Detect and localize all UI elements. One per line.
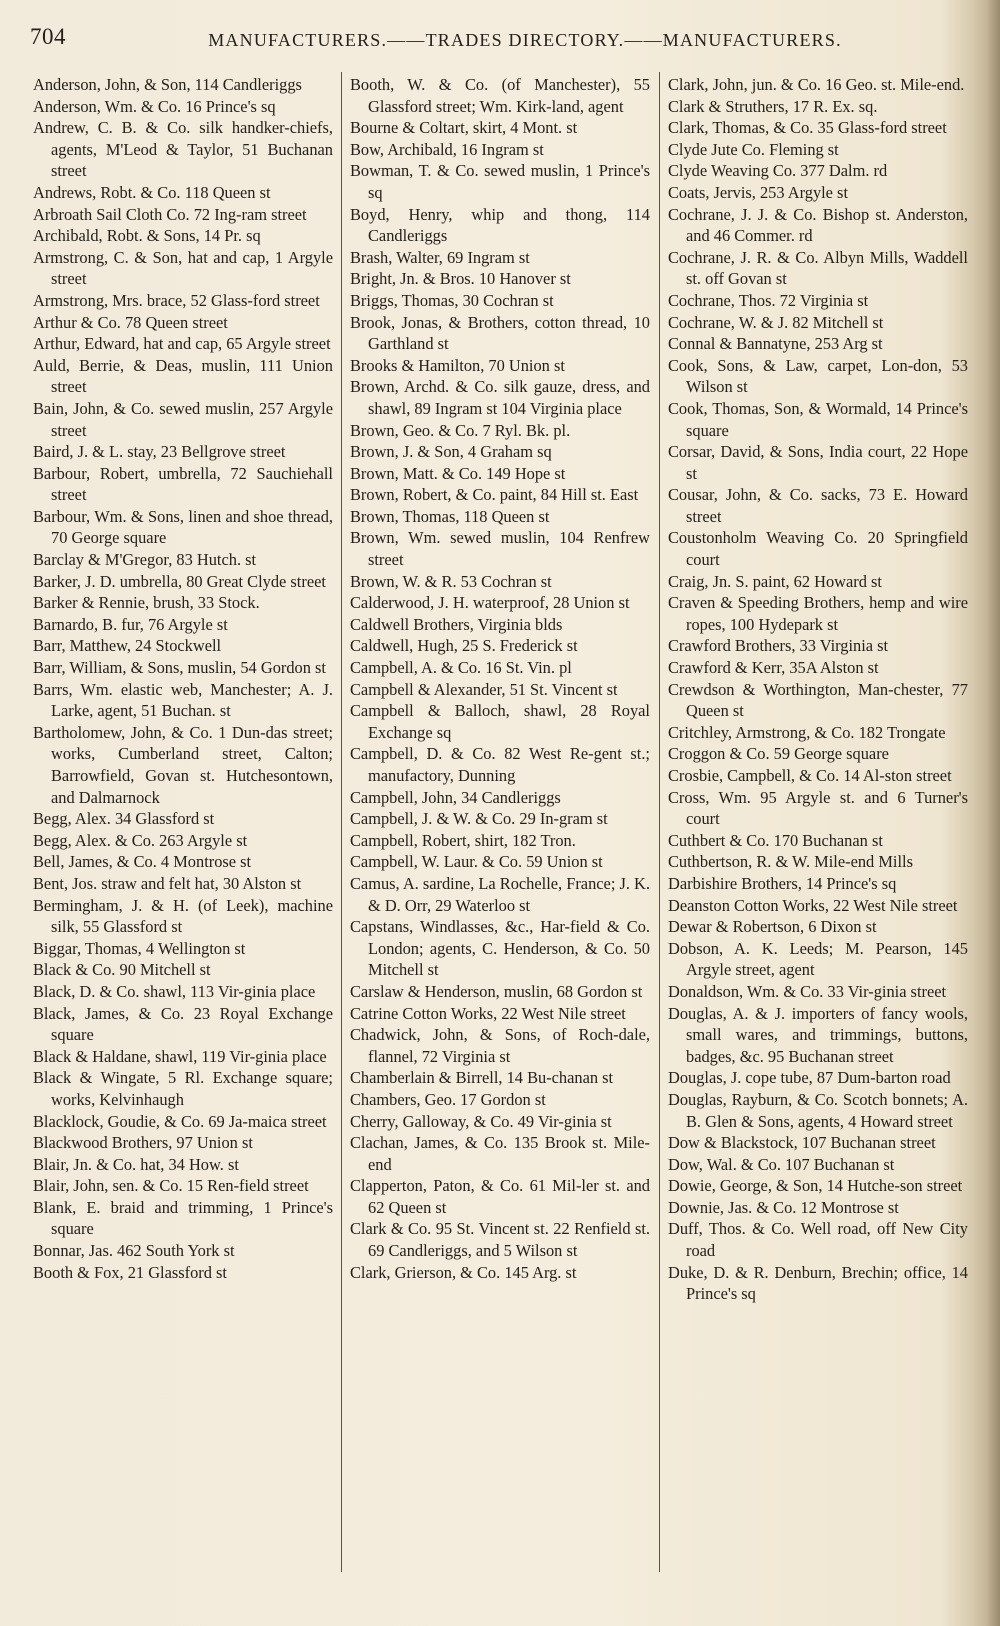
directory-entry: Campbell & Balloch, shawl, 28 Royal Exchange sq	[350, 701, 650, 742]
directory-entry: Caldwell, Hugh, 25 S. Frederick st	[350, 636, 578, 656]
directory-entry: Douglas, Rayburn, & Co. Scotch bonnets; A. B. Glen & Sons, agents, 4 Howard street	[668, 1089, 968, 1131]
directory-entry: Darbishire Brothers, 14 Prince's sq	[668, 873, 897, 893]
directory-entry: Chadwick, John, & Sons, of Roch-dale, flannel, 72 Virginia st	[350, 1025, 650, 1066]
directory-entry: Craig, Jn. S. paint, 62 Howard st	[668, 571, 882, 591]
directory-entry: Brook, Jonas, & Brothers, cotton thread, 10 Garthland st	[350, 312, 650, 354]
directory-entry: Clark, Thomas, & Co. 35 Glass-ford street	[668, 118, 947, 138]
directory-entry: Connal & Bannatyne, 253 Arg st	[668, 334, 883, 354]
directory-entry: Arthur, Edward, hat and cap, 65 Argyle street	[33, 334, 331, 354]
directory-entry: Clyde Weaving Co. 377 Dalm. rd	[668, 161, 888, 181]
directory-entry: Dewar & Robertson, 6 Dixon st	[668, 917, 877, 937]
directory-entry: Bowman, T. & Co. sewed muslin, 1 Prince's sq	[350, 161, 650, 202]
directory-entry: Barker & Rennie, brush, 33 Stock.	[33, 593, 260, 613]
directory-entry: Cochrane, J. J. & Co. Bishop st. Anderston, and 46 Commer. rd	[668, 204, 968, 246]
directory-entry: Crawford Brothers, 33 Virginia st	[668, 636, 889, 656]
directory-entry: Arbroath Sail Cloth Co. 72 Ing-ram street	[33, 204, 307, 224]
directory-entry: Dobson, A. K. Leeds; M. Pearson, 145 Argyle street, agent	[668, 938, 968, 980]
directory-entry: Bell, James, & Co. 4 Montrose st	[33, 852, 252, 872]
directory-entry: Armstrong, Mrs. brace, 52 Glass-ford street	[33, 290, 320, 310]
directory-entry: Auld, Berrie, & Deas, muslin, 111 Union street	[33, 355, 333, 397]
directory-entry: Begg, Alex. & Co. 263 Argyle st	[33, 830, 248, 850]
directory-entry: Andrew, C. B. & Co. silk handker-chiefs, agents, M'Leod & Taylor, 51 Buchanan street	[33, 118, 333, 181]
directory-entry: Blair, John, sen. & Co. 15 Ren-field street	[33, 1176, 309, 1196]
directory-entry: Archibald, Robt. & Sons, 14 Pr. sq	[33, 226, 261, 246]
directory-entry: Chamberlain & Birrell, 14 Bu-chanan st	[350, 1068, 614, 1088]
directory-entry: Downie, Jas. & Co. 12 Montrose st	[668, 1197, 899, 1217]
directory-entry: Brooks & Hamilton, 70 Union st	[350, 355, 565, 375]
directory-entry: Cherry, Galloway, & Co. 49 Vir-ginia st	[350, 1111, 612, 1131]
directory-entry: Barclay & M'Gregor, 83 Hutch. st	[33, 550, 257, 570]
directory-entry: Cross, Wm. 95 Argyle st. and 6 Turner's court	[668, 787, 968, 829]
directory-entry: Chambers, Geo. 17 Gordon st	[350, 1089, 546, 1109]
directory-entry: Blair, Jn. & Co. hat, 34 How. st	[33, 1154, 239, 1174]
directory-entry: Bourne & Coltart, skirt, 4 Mont. st	[350, 118, 578, 138]
directory-entry: Campbell, J. & W. & Co. 29 In-gram st	[350, 809, 608, 829]
directory-entry: Armstrong, C. & Son, hat and cap, 1 Argyle street	[33, 247, 333, 289]
directory-entry: Biggar, Thomas, 4 Wellington st	[33, 938, 246, 958]
directory-entry: Bermingham, J. & H. (of Leek), machine silk, 55 Glassford st	[33, 895, 333, 937]
directory-entry: Bonnar, Jas. 462 South York st	[33, 1241, 235, 1261]
directory-column-1	[33, 74, 333, 1283]
directory-entry: Clark, Grierson, & Co. 145 Arg. st	[350, 1262, 577, 1282]
directory-entry: Arthur & Co. 78 Queen street	[33, 312, 228, 332]
directory-entry: Barr, Matthew, 24 Stockwell	[33, 636, 222, 656]
directory-entry: Campbell, Robert, shirt, 182 Tron.	[350, 830, 576, 850]
directory-entry: Begg, Alex. 34 Glassford st	[33, 809, 215, 829]
directory-entry: Duke, D. & R. Denburn, Brechin; office, 14 Prince's sq	[668, 1262, 968, 1304]
directory-entry: Anderson, Wm. & Co. 16 Prince's sq	[33, 96, 276, 116]
directory-entry: Brown, J. & Son, 4 Graham sq	[350, 442, 552, 462]
directory-entry: Cochrane, J. R. & Co. Albyn Mills, Waddell st. off Govan st	[668, 247, 968, 289]
directory-entry: Blank, E. braid and trimming, 1 Prince's square	[33, 1197, 333, 1239]
directory-entry: Capstans, Windlasses, &c., Har-field & Co. London; agents, C. Henderson, & Co. 50 Mitchell st	[350, 917, 650, 980]
directory-entry: Campbell, John, 34 Candleriggs	[350, 787, 561, 807]
directory-entry: Cochrane, Thos. 72 Virginia st	[668, 290, 869, 310]
directory-entry: Cuthbert & Co. 170 Buchanan st	[668, 830, 883, 850]
running-title: MANUFACTURERS.——TRADES DIRECTORY.——MANUFACTURERS.	[208, 30, 842, 50]
directory-entry: Brown, W. & R. 53 Cochran st	[350, 571, 552, 591]
directory-entry: Bow, Archibald, 16 Ingram st	[350, 139, 544, 159]
directory-entry: Clachan, James, & Co. 135 Brook st. Mile-end	[350, 1133, 650, 1174]
directory-entry: Brown, Geo. & Co. 7 Ryl. Bk. pl.	[350, 420, 571, 440]
directory-entry: Booth, W. & Co. (of Manchester), 55 Glassford street; Wm. Kirk-land, agent	[350, 75, 650, 116]
directory-entry: Brown, Thomas, 118 Queen st	[350, 506, 550, 526]
directory-entry: Campbell, A. & Co. 16 St. Vin. pl	[350, 658, 572, 678]
directory-column-3	[668, 74, 968, 1305]
directory-entry: Caldwell Brothers, Virginia blds	[350, 614, 563, 634]
directory-entry: Deanston Cotton Works, 22 West Nile street	[668, 895, 958, 915]
directory-entry: Black & Wingate, 5 Rl. Exchange square; works, Kelvinhaugh	[33, 1068, 333, 1109]
directory-entry: Douglas, J. cope tube, 87 Dum-barton road	[668, 1068, 951, 1088]
directory-entry: Calderwood, J. H. waterproof, 28 Union st	[350, 593, 630, 613]
directory-entry: Crosbie, Campbell, & Co. 14 Al-ston street	[668, 766, 952, 785]
directory-entry: Brown, Wm. sewed muslin, 104 Renfrew street	[350, 528, 650, 570]
directory-entry: Barker, J. D. umbrella, 80 Great Clyde street	[33, 571, 326, 591]
directory-entry: Campbell, W. Laur. & Co. 59 Union st	[350, 852, 603, 872]
page-edge-shadow	[986, 0, 1000, 1626]
directory-column-2	[350, 74, 650, 1283]
directory-entry: Black, James, & Co. 23 Royal Exchange square	[33, 1003, 333, 1045]
directory-entry: Boyd, Henry, whip and thong, 114 Candleriggs	[350, 204, 650, 246]
directory-entry: Craven & Speeding Brothers, hemp and wire ropes, 100 Hydepark st	[668, 593, 968, 634]
directory-entry: Corsar, David, & Sons, India court, 22 Hope st	[668, 442, 968, 483]
directory-entry: Coats, Jervis, 253 Argyle st	[668, 182, 848, 202]
directory-entry: Andrews, Robt. & Co. 118 Queen st	[33, 182, 271, 202]
page-header	[28, 22, 978, 56]
directory-entry: Black, D. & Co. shawl, 113 Vir-ginia place	[33, 981, 316, 1001]
directory-entry: Clark & Co. 95 St. Vincent st. 22 Renfield st. 69 Candleriggs, and 5 Wilson st	[350, 1219, 650, 1261]
directory-entry: Barr, William, & Sons, muslin, 54 Gordon st	[33, 658, 326, 678]
directory-entry: Clark, John, jun. & Co. 16 Geo. st. Mile-end.	[668, 75, 965, 94]
directory-entry: Douglas, A. & J. importers of fancy wools, small wares, and trimmings, buttons, badges, &c. 95 Buchanan street	[668, 1003, 968, 1066]
directory-entry: Camus, A. sardine, La Rochelle, France; J. K. & D. Orr, 29 Waterloo st	[350, 873, 650, 915]
directory-entry: Duff, Thos. & Co. Well road, off New City road	[668, 1219, 968, 1261]
directory-entry: Clyde Jute Co. Fleming st	[668, 139, 839, 159]
directory-entry: Cochrane, W. & J. 82 Mitchell st	[668, 312, 884, 332]
directory-entry: Black & Co. 90 Mitchell st	[33, 960, 211, 980]
directory-entry: Campbell & Alexander, 51 St. Vincent st	[350, 679, 618, 699]
directory-entry: Donaldson, Wm. & Co. 33 Vir-ginia street	[668, 981, 947, 1001]
directory-entry: Briggs, Thomas, 30 Cochran st	[350, 290, 554, 310]
directory-entry: Critchley, Armstrong, & Co. 182 Trongate	[668, 722, 946, 742]
directory-entry: Black & Haldane, shawl, 119 Vir-ginia place	[33, 1046, 327, 1066]
directory-entry: Barbour, Robert, umbrella, 72 Sauchiehall street	[33, 463, 333, 505]
directory-entry: Bain, John, & Co. sewed muslin, 257 Argyle street	[33, 398, 333, 440]
directory-entry: Cousar, John, & Co. sacks, 73 E. Howard street	[668, 485, 968, 526]
directory-entry: Carslaw & Henderson, muslin, 68 Gordon st	[350, 981, 643, 1001]
directory-entry: Campbell, D. & Co. 82 West Re-gent st.; manufactory, Dunning	[350, 744, 650, 785]
directory-entry: Croggon & Co. 59 George square	[668, 744, 889, 764]
directory-entry: Bent, Jos. straw and felt hat, 30 Alston st	[33, 873, 302, 893]
directory-entry: Barnardo, B. fur, 76 Argyle st	[33, 614, 228, 634]
directory-entry: Brown, Matt. & Co. 149 Hope st	[350, 463, 566, 483]
directory-entry: Cook, Sons, & Law, carpet, Lon-don, 53 Wilson st	[668, 355, 968, 397]
directory-entry: Bright, Jn. & Bros. 10 Hanover st	[350, 269, 571, 289]
directory-entry: Brash, Walter, 69 Ingram st	[350, 247, 530, 267]
directory-entry: Catrine Cotton Works, 22 West Nile street	[350, 1003, 626, 1023]
column-divider	[659, 72, 660, 1572]
directory-entry: Cook, Thomas, Son, & Wormald, 14 Prince's square	[668, 398, 968, 440]
directory-entry: Crewdson & Worthington, Man-chester, 77 Queen st	[668, 679, 968, 721]
directory-entry: Clark & Struthers, 17 R. Ex. sq.	[668, 96, 878, 116]
directory-entry: Bartholomew, John, & Co. 1 Dun-das street; works, Cumberland street, Calton; Barrowfield, Govan st. Hutchesontown, and Dalmarnock	[33, 722, 333, 807]
directory-entry: Dow & Blackstock, 107 Buchanan street	[668, 1133, 936, 1153]
directory-entry: Dow, Wal. & Co. 107 Buchanan st	[668, 1154, 895, 1174]
directory-entry: Dowie, George, & Son, 14 Hutche-son street	[668, 1176, 963, 1196]
directory-entry: Coustonholm Weaving Co. 20 Springfield court	[668, 528, 968, 570]
directory-entry: Crawford & Kerr, 35A Alston st	[668, 658, 879, 678]
directory-entry: Booth & Fox, 21 Glassford st	[33, 1262, 227, 1282]
directory-entry: Brown, Archd. & Co. silk gauze, dress, and shawl, 89 Ingram st 104 Virginia place	[350, 377, 650, 418]
directory-entry: Cuthbertson, R. & W. Mile-end Mills	[668, 852, 913, 872]
directory-entry: Baird, J. & L. stay, 23 Bellgrove street	[33, 442, 286, 462]
directory-entry: Barbour, Wm. & Sons, linen and shoe thread, 70 George square	[33, 506, 333, 548]
page-number: 704	[30, 24, 66, 49]
column-divider	[341, 72, 342, 1572]
directory-entry: Clapperton, Paton, & Co. 61 Mil-ler st. and 62 Queen st	[350, 1176, 650, 1217]
directory-entry: Blackwood Brothers, 97 Union st	[33, 1133, 253, 1153]
directory-entry: Blacklock, Goudie, & Co. 69 Ja-maica street	[33, 1111, 327, 1131]
directory-entry: Barrs, Wm. elastic web, Manchester; A. J. Larke, agent, 51 Buchan. st	[33, 679, 333, 721]
directory-entry: Brown, Robert, & Co. paint, 84 Hill st. East	[350, 485, 639, 505]
directory-entry: Anderson, John, & Son, 114 Candleriggs	[33, 75, 302, 94]
